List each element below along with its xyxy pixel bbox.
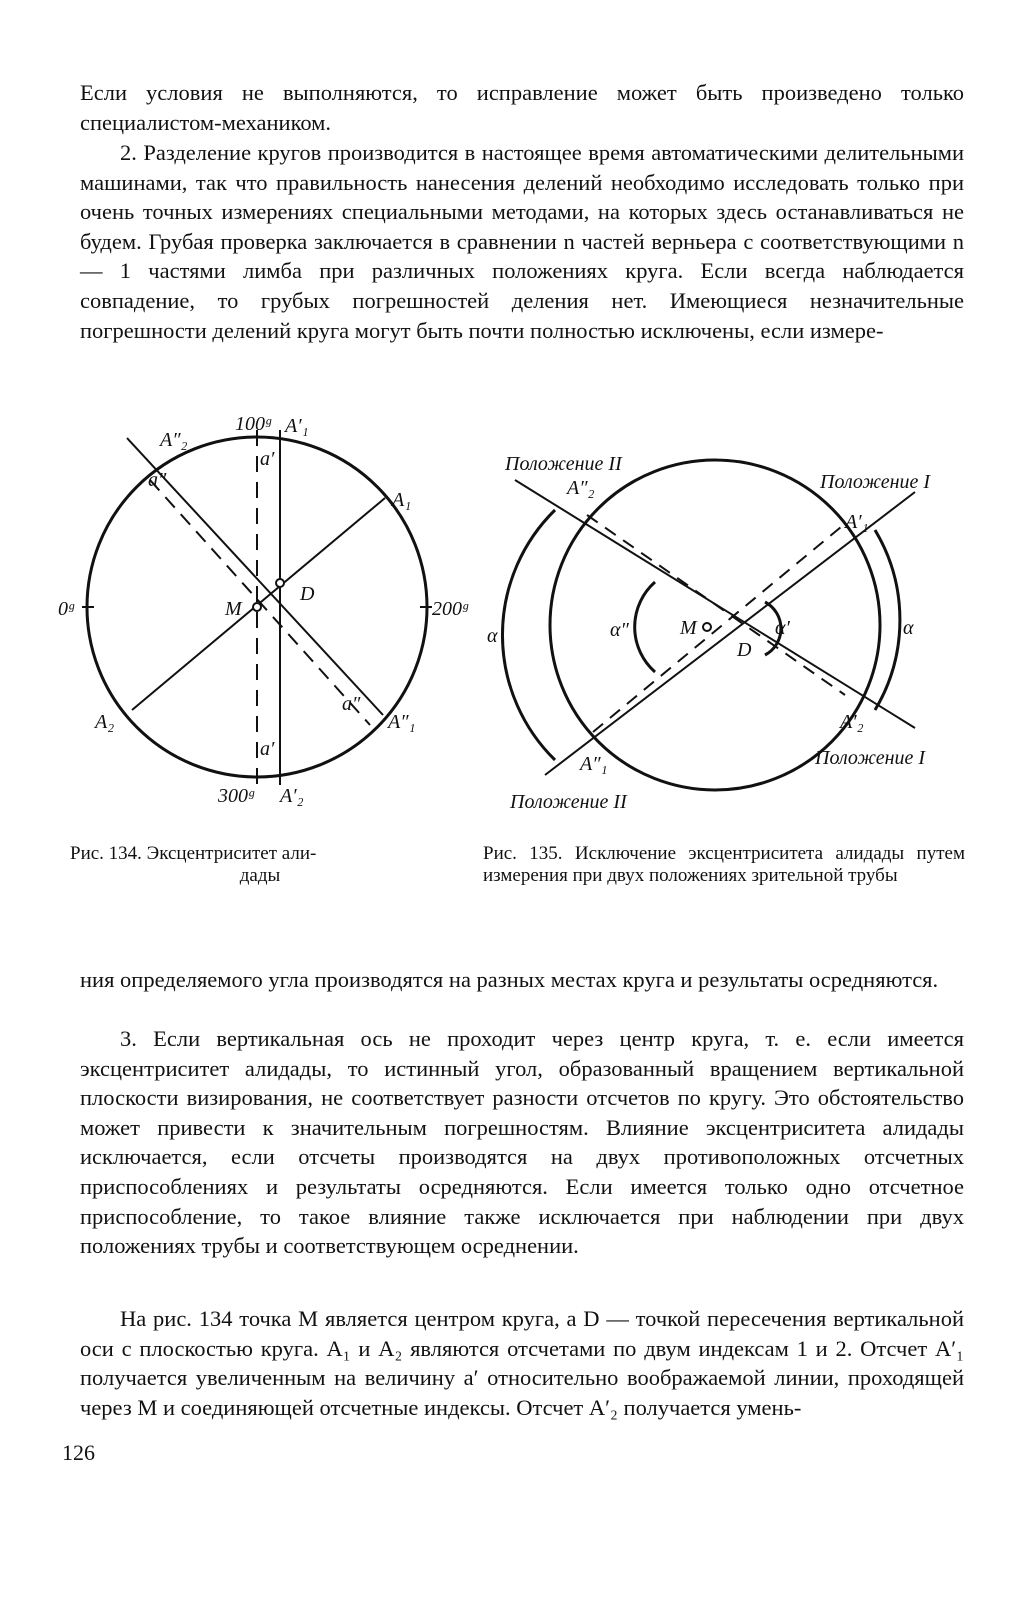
fig135-label-pos2-bottom: Положение II bbox=[510, 791, 627, 813]
caption-135: Рис. 135. Исключение эксцентриситета алидады путем измерения при двух положениях зрительной трубы bbox=[483, 843, 965, 886]
caption-134 bbox=[70, 843, 450, 887]
fig135-label-pos1-bottom: Положение I bbox=[815, 747, 926, 769]
fig134-dashed-diagonal bbox=[150, 480, 370, 725]
fig135-label-alpha-left: α bbox=[487, 625, 498, 647]
fig135-dashed-a bbox=[587, 515, 845, 695]
fig134-label-D: D bbox=[300, 583, 315, 605]
paragraph-2: 2. Разделение кругов производится в настоящее время автоматическими делительными машинами, так что правильность нанесения делений необходимо исследовать только при очень точных измерениях специальными методами, на которых здесь останавливаться не будем. Грубая проверка заключается в сравнении n частей верньера с соответствующими n — 1 частями лимба при различных положениях круга. Если всегда наблюдается совпадение, то грубых погрешностей деления нет. Имеющиеся незначительные погрешности делений круга могут быть почти полностью исключены, если измере- bbox=[80, 140, 964, 343]
fig135-label-alpha-right: α bbox=[903, 617, 914, 639]
fig135-label-pos2-top: Положение II bbox=[505, 453, 622, 475]
fig135-dashed-b bbox=[593, 522, 847, 732]
fig134-point-M bbox=[253, 603, 261, 611]
fig135-label-D: D bbox=[737, 639, 752, 661]
fig134-label-adprime-left: a″ bbox=[148, 469, 167, 491]
fig135-point-M bbox=[703, 623, 711, 631]
fig134-label-M: M bbox=[225, 598, 242, 620]
fig134-label-A2: A₂ bbox=[95, 711, 115, 733]
fig134-label-100g: 100ᵍ bbox=[235, 413, 271, 435]
fig134-point-D bbox=[276, 579, 284, 587]
paragraph-continued: ния определяемого угла производятся на разных местах круга и результаты осредняются. bbox=[80, 967, 939, 992]
paragraph-4: На рис. 134 точка M является центром круга, а D — точкой пересечения вертикальной оси с плоскостью круга. A₁ и A₂ являются отсчетами по двум индексам 1 и 2. Отсчет A′₁ получается увеличенным на величину a′ относительно воображаемой линии, проходящей через M и соединяющей отсчетные индексы. Отсчет A′₂ получается умень- bbox=[80, 1306, 964, 1420]
fig134-label-A2dprime: A″₂ bbox=[160, 429, 188, 451]
fig134-label-A1prime: A′₁ bbox=[285, 415, 309, 437]
fig135-label-A1dprime: A″₁ bbox=[580, 753, 608, 775]
caption-134-tail: дады bbox=[239, 865, 281, 886]
fig134-label-A2prime: A′₂ bbox=[280, 785, 304, 807]
figure-135 bbox=[475, 410, 965, 813]
fig134-label-adprime-right: a″ bbox=[342, 693, 361, 715]
paragraph-top: Если условия не выполняются, то исправление может быть произведено только специалистом-механиком. bbox=[80, 80, 964, 135]
page-number: 126 bbox=[62, 1440, 95, 1465]
figure-134 bbox=[40, 410, 468, 810]
fig134-label-A1: A₁ bbox=[392, 489, 412, 511]
fig135-label-A2dprime: A″₂ bbox=[567, 477, 595, 499]
fig134-label-aprime-top: a′ bbox=[260, 448, 275, 470]
paragraph-3: 3. Если вертикальная ось не проходит через центр круга, т. е. если имеется эксцентриситет алидады, то истинный угол, образованный вращением вертикальной плоскости визирования, не соответствует разности отсчетов по кругу. Это обстоятельство может привести к значительным погрешностям. Влияние эксцентриситета алидады исключается, если отсчеты производятся на двух противоположных отсчетных приспособлениях и результаты осредняются. Если имеется только одно отсчетное приспособление, то такое влияние также исключается при наблюдении при двух положениях трубы и соответствующем осреднении. bbox=[80, 1026, 964, 1259]
fig135-arc-alpha-dprime bbox=[635, 582, 655, 672]
fig134-label-200g: 200ᵍ bbox=[432, 598, 468, 620]
fig135-label-A2prime: A′₂ bbox=[840, 711, 864, 733]
caption-134-head: Рис. 134. Эксцентриситет али- bbox=[70, 843, 317, 864]
fig135-arc-alpha-left bbox=[502, 510, 555, 760]
fig134-label-300g: 300ᵍ bbox=[218, 785, 254, 807]
fig134-label-0g: 0ᵍ bbox=[58, 598, 74, 620]
fig135-circle bbox=[550, 460, 880, 790]
fig134-label-aprime-bottom: a′ bbox=[260, 738, 275, 760]
fig135-label-alpha-dprime: α″ bbox=[610, 619, 629, 641]
fig135-label-pos1-top: Положение I bbox=[820, 471, 931, 493]
fig135-label-M: M bbox=[680, 617, 697, 639]
fig135-label-A1prime: A′₁ bbox=[845, 511, 869, 533]
fig134-label-A1dprime: A″₁ bbox=[388, 711, 416, 733]
fig135-label-alpha-prime: α′ bbox=[775, 617, 790, 639]
